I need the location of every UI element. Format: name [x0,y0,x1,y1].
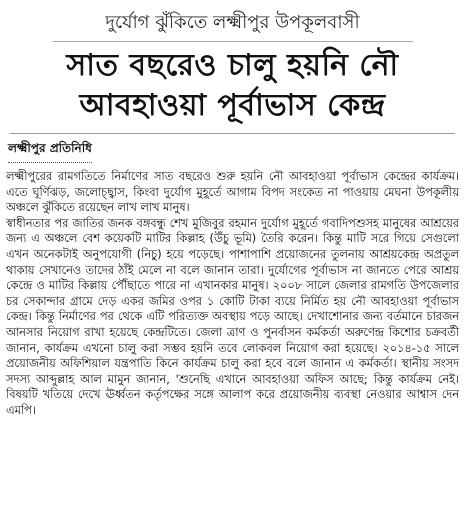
headline-line-1: সাত বছরেও চালু হয়নি নৌ [66,48,399,83]
main-headline [4,46,461,126]
paragraph: লক্ষ্মীপুরের রামগতিতে নির্মাণের সাত বছরেও শুরু হয়নি নৌ আবহাওয়া পূর্বাভাস কেন্দ্রের কার্যক্রম। এতে ঘূর্ণিঝড়, জলোচ্ছ্বাস, কিংবা দুর্যোগ মুহূর্তে আগাম বিপদ সংকেত না পাওয়ায় মেঘনা উপকূলীয় অঞ্চলে ঝুঁকিতে রয়েছেন লাখ লাখ মানুষ। [6,170,459,215]
divider [10,133,455,134]
headline-line-2: আবহাওয়া পূর্বাভাস কেন্দ্র [79,88,386,123]
paragraph: স্বাধীনতার পর জাতির জনক বঙ্গবন্ধু শেখ মুজিবুর রহমান দুর্যোগ মুহূর্তে গবাদিপশুসহ মানুষের আশ্রয়ের জন্য এ অঞ্চলে বেশ কয়েকটি মাটির কিল্লাহ (উঁচু ভূমি) তৈরি করেন। কিন্তু মাটি সরে গিয়ে সেগুলো এখন অনেকটাই অনুপযোগী (নিচু) হয়ে পড়েছে। পাশাপাশি প্রয়োজনের তুলনায় আশ্রয়কেন্দ্র অপ্রতুল থাকায় সেখানেও তাদের ঠাঁই মেলে না বলে জানান তারা। দুর্যোগের পূর্বাভাস না জানতে পেরে আশ্রয় কেন্দ্রে ও মাটির কিল্লায় পৌঁছাতে পারে না এখানকার মানুষ। ২০০৮ সালে জেলার রামগতি উপজেলার চর সেকান্দার গ্রামে দেড় একর জমির ওপর ১ কোটি টাকা ব্যয়ে নির্মিত হয় নৌ আবহাওয়া পূর্বাভাস কেন্দ্র। কিন্তু নির্মাণের পর থেকে এটি পরিত্যক্ত অবস্থায় পড়ে আছে। দেখাশোনার জন্য বর্তমানে চারজন আনসার নিয়োগ রাখা হয়েছে কেন্দ্রটিতে। জেলা ত্রাণ ও পুনর্বাসন কর্মকর্তা অরুণেন্দ্র কিশোর চক্রবর্তী জানান, কার্যক্রম এখনো চালু করা সম্ভব হয়নি তবে লোকবল নিয়োগ করা হয়েছে। ২০১৪-১৫ সালে প্রয়োজনীয় অফিশিয়াল যন্ত্রপাতি কিনে কার্যক্রম চালু করা হবে বলে জানান এ কর্মকর্তা। স্থানীয় সংসদ সদস্য আব্দুল্লাহ আল মামুন জানান, 'শুনেছি এখানে আবহাওয়া অফিস আছে; কিন্তু কার্যক্রম নেই। বিষয়টি খতিয়ে দেখে ঊর্ধ্বতন কর্তৃপক্ষের সঙ্গে আলাপ করে প্রয়োজনীয় ব্যবস্থা নেওয়ার আশ্বাস দেন এমপি। [6,216,459,417]
kicker-headline: দুর্যোগ ঝুঁকিতে লক্ষ্মীপুর উপকূলবাসী [4,3,461,42]
article-body [6,169,459,419]
news-clipping [4,3,461,504]
byline: লক্ষ্মীপুর প্রতিনিধি [8,140,92,163]
